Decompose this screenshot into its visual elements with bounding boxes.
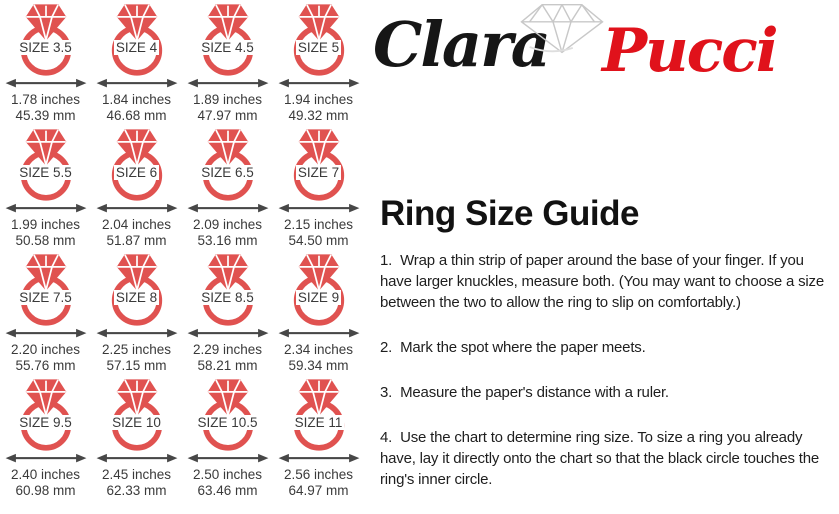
ring-size-label: SIZE 11 [294, 415, 343, 430]
ring-dimensions [102, 342, 171, 374]
ring-inches: 2.15 inches [283, 217, 354, 232]
ring-dimensions [284, 467, 353, 499]
ring-dimensions [11, 467, 80, 499]
ring-size-cell [91, 375, 182, 500]
ring-size-label: SIZE 8.5 [201, 290, 254, 305]
ring-size-cell [91, 0, 182, 125]
ring-size-cell [182, 375, 273, 500]
ring-inches: 2.20 inches [10, 342, 81, 357]
ring-size-label: SIZE 3.5 [19, 40, 72, 55]
page-title: Ring Size Guide [380, 194, 639, 233]
ring-mm: 63.46 mm [197, 483, 258, 498]
instruction-step [380, 250, 834, 313]
ring-inches: 1.89 inches [192, 92, 263, 107]
step-number: 4. [380, 429, 393, 446]
ring-size-cell [273, 0, 364, 125]
step-text: Use the chart to determine ring size. To size a ring you already have, lay it directly onto the chart so that the black circle touches the ring's inner circle. [380, 429, 819, 488]
ring-size-cell [273, 125, 364, 250]
brand-name-clara: Clara [373, 8, 549, 81]
ring-mm: 60.98 mm [15, 483, 76, 498]
step-text: Wrap a thin strip of paper around the base of your finger. If you have larger knuckles, measure both. (You may want to choose a size between the two to allow the ring to slip on comfortably.) [380, 252, 824, 311]
ring-mm: 59.34 mm [288, 358, 349, 373]
ring-inches: 2.25 inches [101, 342, 172, 357]
step-number: 1. [380, 252, 393, 269]
ring-mm: 55.76 mm [15, 358, 76, 373]
ring-size-label: SIZE 8 [115, 290, 158, 305]
ring-inches: 1.84 inches [101, 92, 172, 107]
ring-inches: 1.78 inches [10, 92, 81, 107]
ring-size-label: SIZE 5.5 [19, 165, 72, 180]
ring-size-label: SIZE 5 [297, 40, 340, 55]
ring-mm: 45.39 mm [15, 108, 76, 123]
ring-dimensions [102, 92, 171, 124]
ring-dimensions [102, 467, 171, 499]
ring-dimensions [11, 217, 80, 249]
ring-dimensions [284, 217, 353, 249]
step-number: 3. [380, 384, 393, 401]
ring-mm: 58.21 mm [197, 358, 258, 373]
ring-size-cell [0, 375, 91, 500]
ring-dimensions [11, 342, 80, 374]
ring-size-cell [0, 0, 91, 125]
ring-dimensions [11, 92, 80, 124]
step-text: Mark the spot where the paper meets. [400, 339, 646, 356]
ring-mm: 53.16 mm [197, 233, 258, 248]
ring-mm: 47.97 mm [197, 108, 258, 123]
ring-mm: 62.33 mm [106, 483, 167, 498]
step-text: Measure the paper's distance with a ruler. [400, 384, 669, 401]
instruction-step [380, 427, 834, 490]
ring-mm: 46.68 mm [106, 108, 167, 123]
ring-size-label: SIZE 4 [115, 40, 158, 55]
ring-size-label: SIZE 7.5 [19, 290, 72, 305]
brand-name-pucci: Pucci [602, 16, 777, 86]
ring-inches: 2.29 inches [192, 342, 263, 357]
step-number: 2. [380, 339, 393, 356]
ring-size-cell [182, 250, 273, 375]
ring-size-label: SIZE 4.5 [201, 40, 254, 55]
ring-inches: 2.40 inches [10, 467, 81, 482]
ring-size-label: SIZE 9.5 [19, 415, 72, 430]
ring-size-cell [273, 375, 364, 500]
guide-panel [373, 0, 834, 501]
ring-size-cell [273, 250, 364, 375]
ring-size-label: SIZE 6 [115, 165, 158, 180]
ring-size-label: SIZE 7 [297, 165, 340, 180]
ring-mm: 57.15 mm [106, 358, 167, 373]
ring-size-label: SIZE 9 [297, 290, 340, 305]
ring-inches: 2.34 inches [283, 342, 354, 357]
ring-dimensions [193, 467, 262, 499]
ring-mm: 50.58 mm [15, 233, 76, 248]
ring-size-cell [0, 125, 91, 250]
ring-mm: 64.97 mm [288, 483, 349, 498]
ring-dimensions [284, 342, 353, 374]
ring-size-cell [91, 125, 182, 250]
ring-inches: 2.50 inches [192, 467, 263, 482]
ring-size-label: SIZE 6.5 [201, 165, 254, 180]
instruction-list [380, 250, 834, 514]
ring-size-label: SIZE 10.5 [197, 415, 258, 430]
ring-size-cell [0, 250, 91, 375]
ring-size-chart [0, 0, 366, 500]
ring-mm: 49.32 mm [288, 108, 349, 123]
instruction-step [380, 337, 834, 358]
ring-inches: 2.45 inches [101, 467, 172, 482]
instruction-step [380, 382, 834, 403]
ring-inches: 1.99 inches [10, 217, 81, 232]
ring-dimensions [102, 217, 171, 249]
ring-dimensions [193, 92, 262, 124]
ring-dimensions [193, 217, 262, 249]
ring-inches: 2.04 inches [101, 217, 172, 232]
brand-logo [373, 0, 834, 100]
ring-mm: 54.50 mm [288, 233, 349, 248]
ring-dimensions [193, 342, 262, 374]
ring-size-cell [91, 250, 182, 375]
ring-size-label: SIZE 10 [112, 415, 161, 430]
diamond-outline-icon [516, 2, 608, 56]
ring-inches: 1.94 inches [283, 92, 354, 107]
ring-size-cell [182, 0, 273, 125]
ring-inches: 2.09 inches [192, 217, 263, 232]
ring-inches: 2.56 inches [283, 467, 354, 482]
ring-size-cell [182, 125, 273, 250]
ring-dimensions [284, 92, 353, 124]
ring-mm: 51.87 mm [106, 233, 167, 248]
